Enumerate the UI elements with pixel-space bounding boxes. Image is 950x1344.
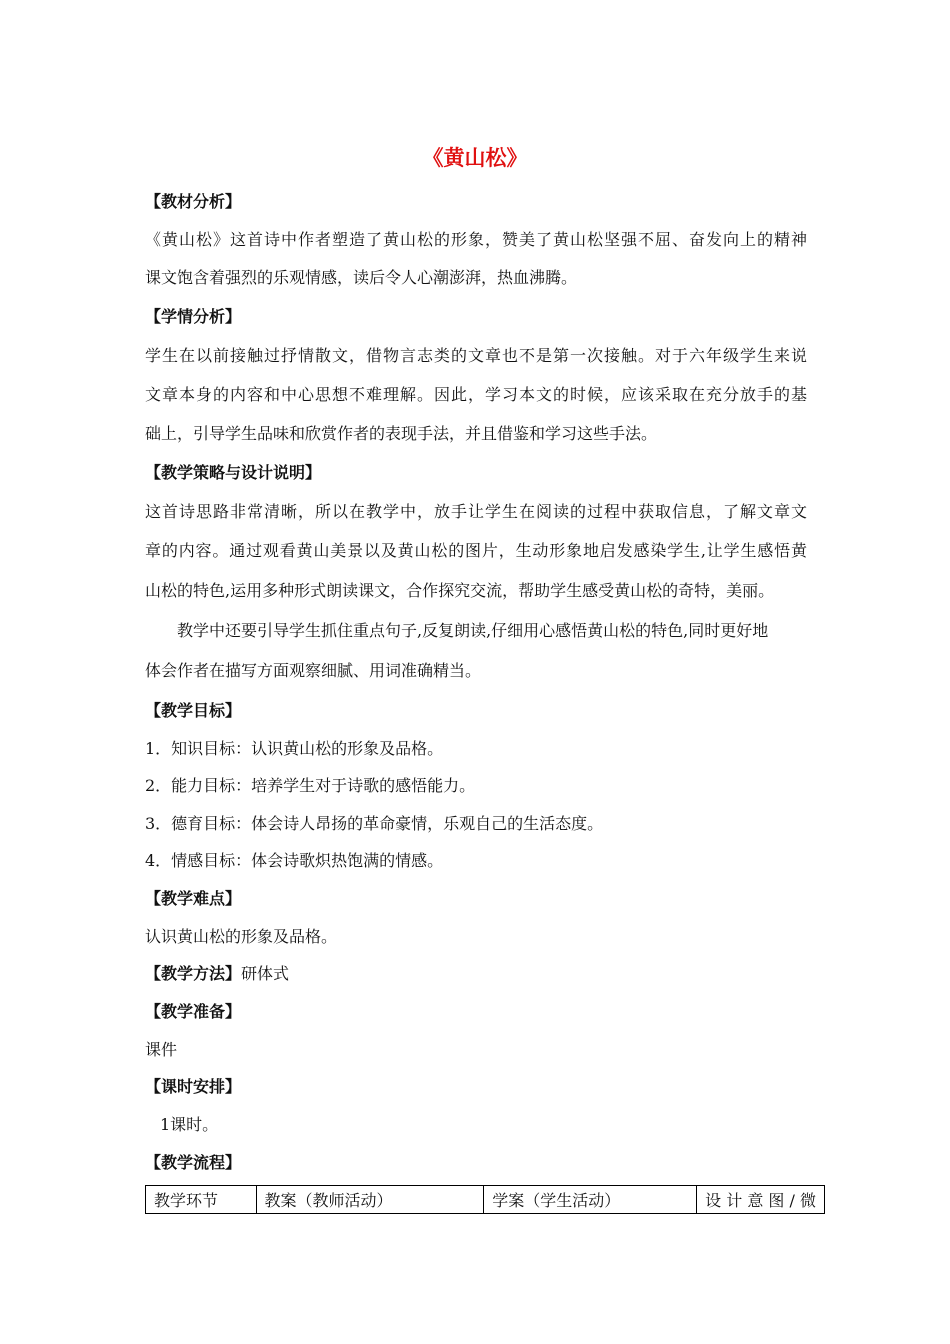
goals-heading: 【教学目标】 — [145, 701, 242, 720]
schedule-heading: 【课时安排】 — [145, 1077, 242, 1096]
table-header-row — [146, 1186, 825, 1214]
strategy-heading: 【教学策略与设计说明】 — [145, 463, 322, 482]
strategy-paragraph-line: 章的内容。通过观看黄山美景以及黄山松的图片，生动形象地启发感染学生,让学生感悟黄 — [145, 541, 807, 560]
student-paragraph-line: 文章本身的内容和中心思想不难理解。因此，学习本文的时候，应该采取在充分放手的基 — [145, 385, 807, 404]
strategy-paragraph-line: 这首诗思路非常清晰，所以在教学中，放手让学生在阅读的过程中获取信息，了解文章文 — [145, 502, 807, 521]
difficulty-heading: 【教学难点】 — [145, 889, 242, 908]
prep-heading: 【教学准备】 — [145, 1002, 242, 1021]
table-header-cell: 设 计 意 图 / 微 — [697, 1186, 825, 1214]
student-paragraph-line: 础上，引导学生品味和欣赏作者的表现手法，并且借鉴和学习这些手法。 — [145, 424, 658, 443]
student-heading: 【学情分析】 — [145, 307, 242, 326]
goal-item: 3．德育目标：体会诗人昂扬的革命豪情，乐观自己的生活态度。 — [145, 814, 604, 833]
document-title: 《黄山松》 — [422, 145, 528, 170]
goal-item: 2．能力目标：培养学生对于诗歌的感悟能力。 — [145, 776, 476, 795]
teaching-flow-table — [145, 1185, 825, 1214]
difficulty-text: 认识黄山松的形象及品格。 — [145, 927, 338, 946]
prep-text: 课件 — [145, 1040, 178, 1059]
student-paragraph-line: 学生在以前接触过抒情散文，借物言志类的文章也不是第一次接触。对于六年级学生来说 — [145, 346, 807, 365]
method-row — [145, 964, 289, 984]
goal-item: 4．情感目标：体会诗歌炽热饱满的情感。 — [145, 851, 444, 870]
goal-item: 1．知识目标：认识黄山松的形象及品格。 — [145, 739, 444, 758]
table-header-cell: 教学环节 — [146, 1186, 257, 1214]
analysis-paragraph-line: 课文饱含着强烈的乐观情感，读后令人心潮澎湃，热血沸腾。 — [145, 268, 578, 287]
method-heading: 【教学方法】 — [145, 964, 242, 983]
flow-heading: 【教学流程】 — [145, 1153, 242, 1172]
schedule-text: 1课时。 — [160, 1115, 219, 1134]
strategy-paragraph-line: 山松的特色,运用多种形式朗读课文，合作探究交流，帮助学生感受黄山松的奇特，美丽。 — [145, 581, 775, 600]
analysis-heading: 【教材分析】 — [145, 192, 242, 211]
analysis-paragraph-line: 《黄山松》这首诗中作者塑造了黄山松的形象，赞美了黄山松坚强不屈、奋发向上的精神 — [145, 230, 807, 249]
strategy-paragraph-line: 教学中还要引导学生抓住重点句子,反复朗读,仔细用心感悟黄山松的特色,同时更好地 — [145, 621, 769, 640]
table-header-cell: 教案（教师活动） — [256, 1186, 484, 1214]
table-header-cell: 学案（学生活动） — [484, 1186, 697, 1214]
strategy-paragraph-line: 体会作者在描写方面观察细腻、用词准确精当。 — [145, 661, 482, 680]
method-value: 研体式 — [241, 964, 290, 983]
